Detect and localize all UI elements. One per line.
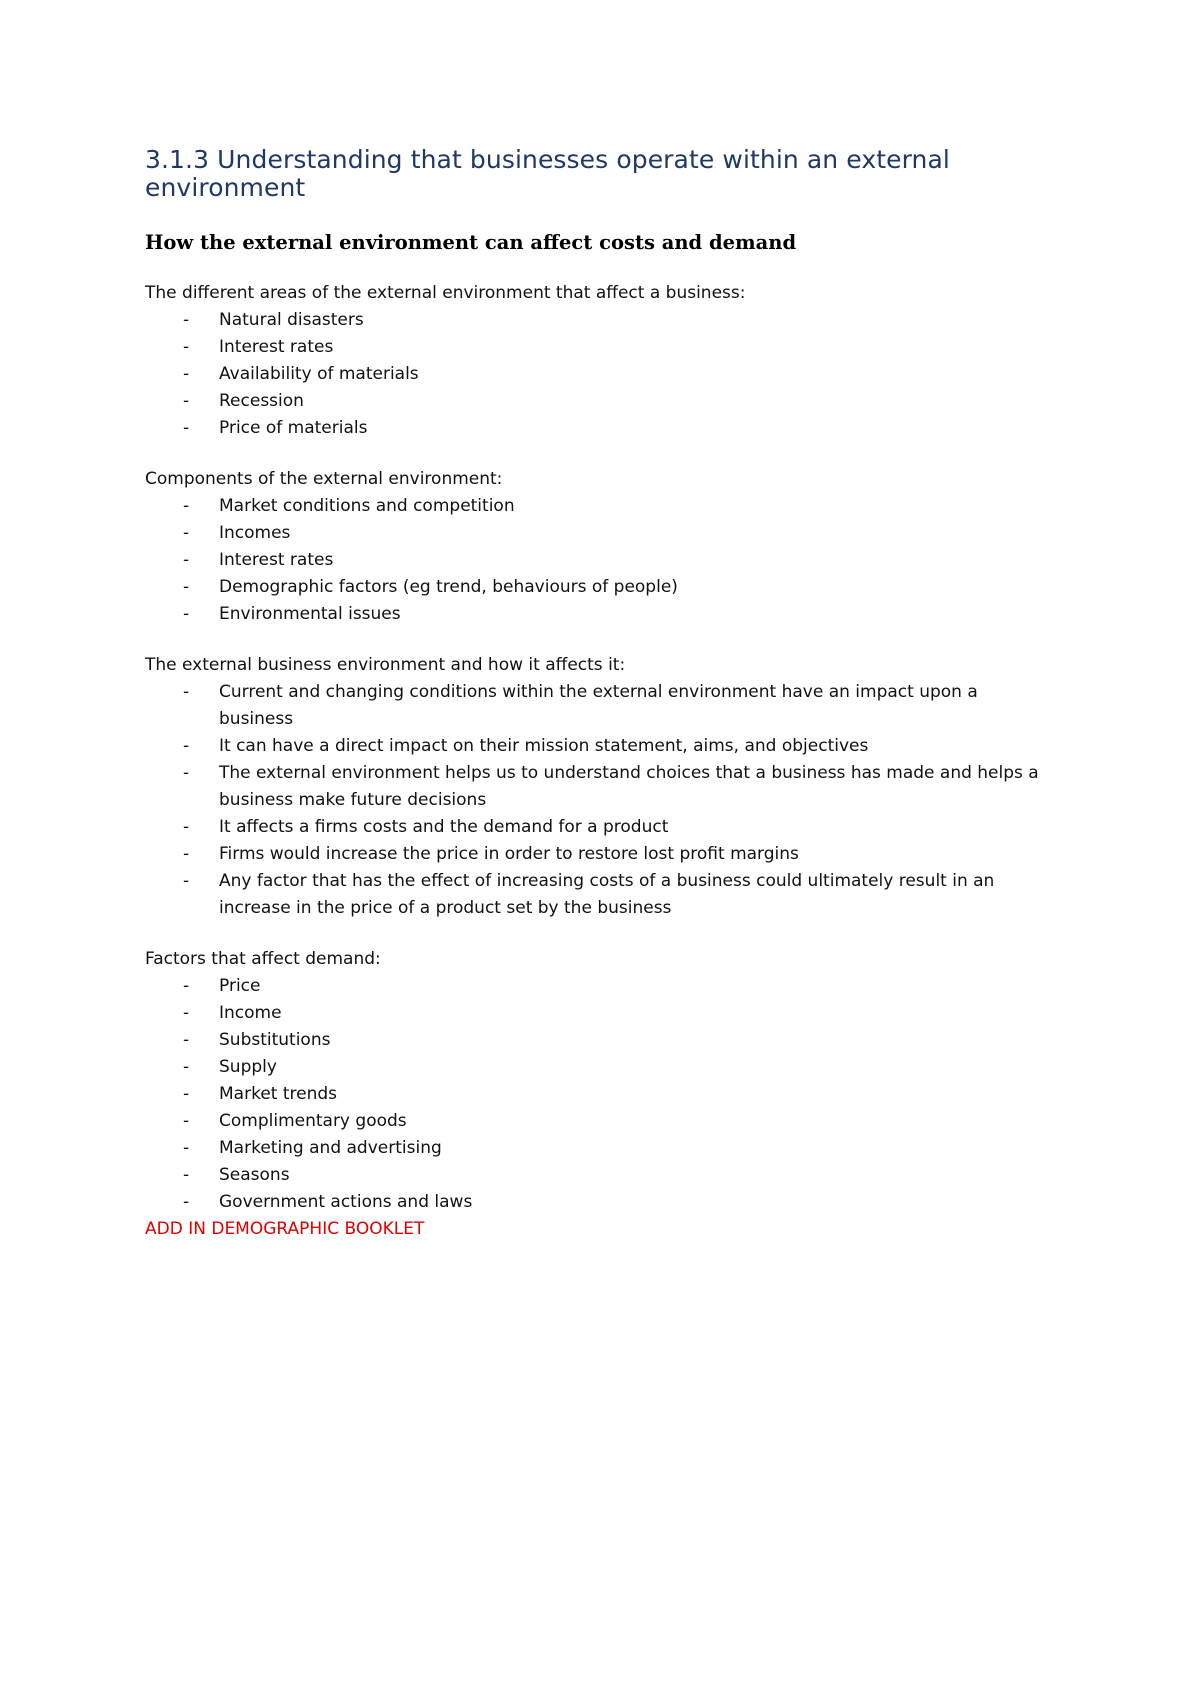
dash-bullet: - — [183, 418, 190, 438]
dash-bullet: - — [183, 976, 190, 996]
list-item-text: Market conditions and competition — [219, 496, 515, 516]
list-item-text: Marketing and advertising — [219, 1138, 442, 1158]
list-item — [145, 334, 1045, 361]
list-item-text: Current and changing conditions within the external environment have an impact upon a business — [219, 682, 978, 729]
list-item-text: It can have a direct impact on their mission statement, aims, and objectives — [219, 736, 869, 756]
dash-bullet: - — [183, 496, 190, 516]
list-item-text: Supply — [219, 1057, 277, 1077]
list-item-text: Substitutions — [219, 1030, 331, 1050]
list-item — [145, 679, 1045, 733]
list-item — [145, 520, 1045, 547]
section-intro: Components of the external environment: — [145, 469, 503, 489]
list-item-text: Recession — [219, 391, 304, 411]
dash-bullet: - — [183, 1165, 190, 1185]
list-item-text: It affects a firms costs and the demand for a product — [219, 817, 669, 837]
document-body — [145, 146, 1045, 1243]
bullet-list — [145, 679, 1045, 922]
list-item-text: Price of materials — [219, 418, 368, 438]
dash-bullet: - — [183, 871, 190, 891]
dash-bullet: - — [183, 682, 190, 702]
list-item-text: Any factor that has the effect of increasing costs of a business could ultimately result in an increase in the price of a product set by the business — [219, 871, 995, 918]
dash-bullet: - — [183, 523, 190, 543]
list-item — [145, 361, 1045, 388]
dash-bullet: - — [183, 604, 190, 624]
bullet-list — [145, 973, 1045, 1216]
section-heading: How the external environment can affect costs and demand — [145, 231, 797, 254]
list-item — [145, 493, 1045, 520]
dash-bullet: - — [183, 550, 190, 570]
list-item-text: Seasons — [219, 1165, 290, 1185]
list-item-text: Natural disasters — [219, 310, 364, 330]
dash-bullet: - — [183, 1030, 190, 1050]
list-item-text: Firms would increase the price in order to restore lost profit margins — [219, 844, 799, 864]
todo-note: ADD IN DEMOGRAPHIC BOOKLET — [145, 1219, 425, 1239]
list-item-text: Demographic factors (eg trend, behaviours of people) — [219, 577, 678, 597]
list-item — [145, 1135, 1045, 1162]
list-item — [145, 814, 1045, 841]
section-intro: The external business environment and how it affects it: — [145, 655, 626, 675]
dash-bullet: - — [183, 337, 190, 357]
dash-bullet: - — [183, 736, 190, 756]
list-item-text: Price — [219, 976, 261, 996]
list-item-text: Interest rates — [219, 550, 334, 570]
list-item-text: Government actions and laws — [219, 1192, 473, 1212]
list-item-text: Interest rates — [219, 337, 334, 357]
bullet-list — [145, 307, 1045, 442]
section-intro: Factors that affect demand: — [145, 949, 381, 969]
dash-bullet: - — [183, 1111, 190, 1131]
dash-bullet: - — [183, 577, 190, 597]
dash-bullet: - — [183, 844, 190, 864]
list-item — [145, 841, 1045, 868]
section-components — [145, 466, 1045, 628]
list-item — [145, 1054, 1045, 1081]
dash-bullet: - — [183, 1084, 190, 1104]
dash-bullet: - — [183, 1192, 190, 1212]
list-item — [145, 547, 1045, 574]
list-item — [145, 388, 1045, 415]
section-demand-factors — [145, 946, 1045, 1243]
list-item — [145, 601, 1045, 628]
bullet-list — [145, 493, 1045, 628]
list-item — [145, 1162, 1045, 1189]
list-item — [145, 1189, 1045, 1216]
list-item — [145, 733, 1045, 760]
list-item-text: Incomes — [219, 523, 291, 543]
list-item — [145, 307, 1045, 334]
list-item — [145, 760, 1045, 814]
dash-bullet: - — [183, 1138, 190, 1158]
dash-bullet: - — [183, 763, 190, 783]
section-external-areas — [145, 280, 1045, 442]
dash-bullet: - — [183, 310, 190, 330]
list-item — [145, 868, 1045, 922]
dash-bullet: - — [183, 817, 190, 837]
list-item-text: Availability of materials — [219, 364, 419, 384]
section-intro: The different areas of the external environment that affect a business: — [145, 283, 746, 303]
dash-bullet: - — [183, 364, 190, 384]
list-item — [145, 1108, 1045, 1135]
list-item — [145, 574, 1045, 601]
list-item-text: The external environment helps us to understand choices that a business has made and helps a business make future decisions — [219, 763, 1039, 810]
section-effects — [145, 652, 1045, 922]
dash-bullet: - — [183, 1057, 190, 1077]
list-item-text: Income — [219, 1003, 282, 1023]
list-item — [145, 1000, 1045, 1027]
list-item — [145, 1027, 1045, 1054]
dash-bullet: - — [183, 1003, 190, 1023]
page-title: 3.1.3 Understanding that businesses operate within an external environment — [145, 145, 950, 202]
dash-bullet: - — [183, 391, 190, 411]
list-item — [145, 1081, 1045, 1108]
list-item — [145, 415, 1045, 442]
list-item-text: Environmental issues — [219, 604, 401, 624]
list-item-text: Market trends — [219, 1084, 338, 1104]
list-item-text: Complimentary goods — [219, 1111, 407, 1131]
list-item — [145, 973, 1045, 1000]
